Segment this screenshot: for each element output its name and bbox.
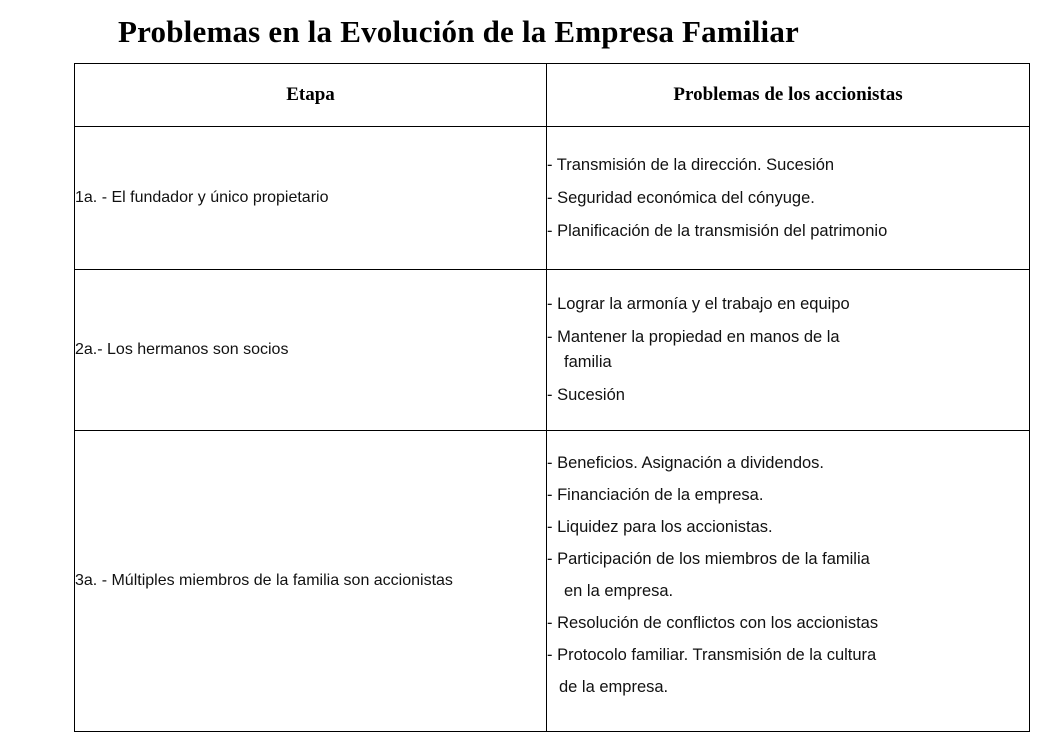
stage-cell: 1a. - El fundador y único propietario <box>75 127 547 270</box>
table-header-row <box>75 64 1030 127</box>
column-header-etapa: Etapa <box>75 64 547 127</box>
problem-item: - Resolución de conflictos con los accionistas <box>547 614 879 632</box>
problem-item: - Beneficios. Asignación a dividendos. <box>547 454 825 472</box>
table-row <box>75 127 1030 270</box>
page-title: Problemas en la Evolución de la Empresa Familiar <box>118 14 799 49</box>
stage-cell: 3a. - Múltiples miembros de la familia son accionistas <box>75 431 547 732</box>
problem-item: - Protocolo familiar. Transmisión de la cultura <box>547 646 877 664</box>
problem-item: - Seguridad económica del cónyuge. <box>547 188 815 207</box>
problem-item: - Planificación de la transmisión del patrimonio <box>547 221 888 240</box>
problems-cell <box>547 431 1030 732</box>
problems-cell <box>547 270 1030 431</box>
problem-item: - Participación de los miembros de la familia <box>547 550 870 568</box>
problem-item: - Financiación de la empresa. <box>547 486 764 504</box>
problem-item: - Lograr la armonía y el trabajo en equipo <box>547 295 850 313</box>
problem-item-continuation: en la empresa. <box>564 582 674 600</box>
stages-table <box>74 63 1030 732</box>
problem-item-continuation: familia <box>564 353 612 371</box>
problems-cell <box>547 127 1030 270</box>
problem-item: - Mantener la propiedad en manos de la <box>547 328 840 346</box>
problem-item: - Transmisión de la dirección. Sucesión <box>547 155 835 174</box>
problem-item: - Sucesión <box>547 386 625 404</box>
stage-cell: 2a.- Los hermanos son socios <box>75 270 547 431</box>
table-row <box>75 431 1030 732</box>
column-header-problemas: Problemas de los accionistas <box>547 64 1030 127</box>
problem-item-continuation: de la empresa. <box>559 678 669 696</box>
table-row <box>75 270 1030 431</box>
problem-item: - Liquidez para los accionistas. <box>547 518 773 536</box>
